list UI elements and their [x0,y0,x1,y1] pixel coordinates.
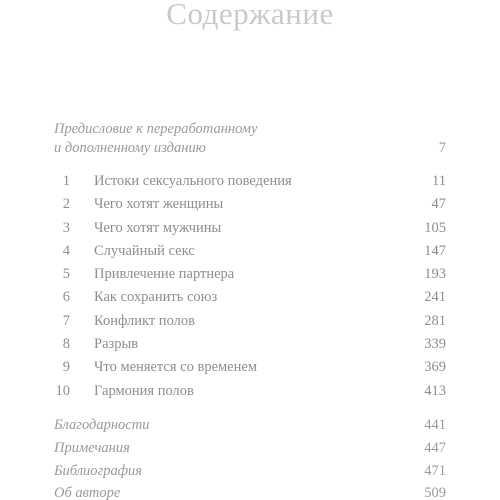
toc-entry-chapter [54,333,446,356]
chapter-title: Чего хотят женщины [94,196,224,213]
chapter-page-number: 281 [424,312,446,329]
chapter-number: 6 [62,289,70,306]
chapter-page-number: 369 [424,359,446,376]
back-matter-title: Благодарности [54,417,150,433]
preface-title-line-2: и дополненному изданию [54,140,206,156]
chapter-title: Случайный секс [94,242,195,259]
chapter-number: 3 [62,219,70,236]
toc-entry-chapter [54,310,446,333]
toc-entry-chapter [54,217,446,240]
chapter-title: Гармония полов [94,382,194,399]
chapter-number: 2 [62,196,70,213]
back-matter-list [54,414,446,500]
chapter-number: 8 [62,336,70,353]
toc-entry-preface [54,120,446,158]
back-matter-page-number: 447 [424,439,446,456]
back-matter-title: Об авторе [54,485,121,500]
chapter-title: Разрыв [94,336,139,353]
chapter-page-number: 11 [432,173,446,189]
toc-entry-chapter [54,286,446,309]
chapter-page-number: 241 [424,289,446,306]
chapter-page-number: 47 [431,196,446,213]
chapter-title: Истоки сексуального поведения [94,173,292,189]
chapter-list [54,170,446,403]
chapter-page-number: 105 [424,219,446,236]
preface-page-number: 7 [438,140,446,156]
chapter-title: Как сохранить союз [94,289,218,306]
toc-entry-chapter [54,380,446,403]
chapter-number: 1 [62,173,70,189]
chapter-number: 10 [55,382,70,399]
chapter-title: Что меняется со временем [94,359,257,376]
chapter-page-number: 193 [424,266,446,283]
chapter-title: Конфликт полов [94,312,195,329]
toc-entry-back-matter [54,437,446,460]
back-matter-title: Библиография [54,462,142,479]
toc-entry-chapter [54,193,446,216]
toc-entry-back-matter [54,460,446,483]
toc-entry-back-matter [54,482,446,500]
toc-entry-chapter [54,170,446,193]
preface-title-line-1: Предисловие к переработанному [54,121,258,137]
toc-entry-chapter [54,263,446,286]
chapter-page-number: 339 [424,336,446,353]
toc-entry-chapter [54,240,446,263]
chapter-number: 4 [62,242,70,259]
chapter-number: 7 [62,312,70,329]
chapter-number: 5 [62,266,70,283]
chapter-title: Привлечение партнера [94,266,235,283]
page-title: Содержание [166,0,334,31]
back-matter-page-number: 509 [424,485,446,500]
chapter-page-number: 413 [424,382,446,399]
back-matter-page-number: 441 [424,417,446,433]
toc-entry-chapter [54,356,446,379]
back-matter-page-number: 471 [424,462,446,479]
back-matter-title: Примечания [54,439,130,456]
chapter-title: Чего хотят мужчины [94,219,222,236]
toc-entry-back-matter [54,414,446,437]
chapter-number: 9 [62,359,70,376]
chapter-page-number: 147 [424,242,446,259]
